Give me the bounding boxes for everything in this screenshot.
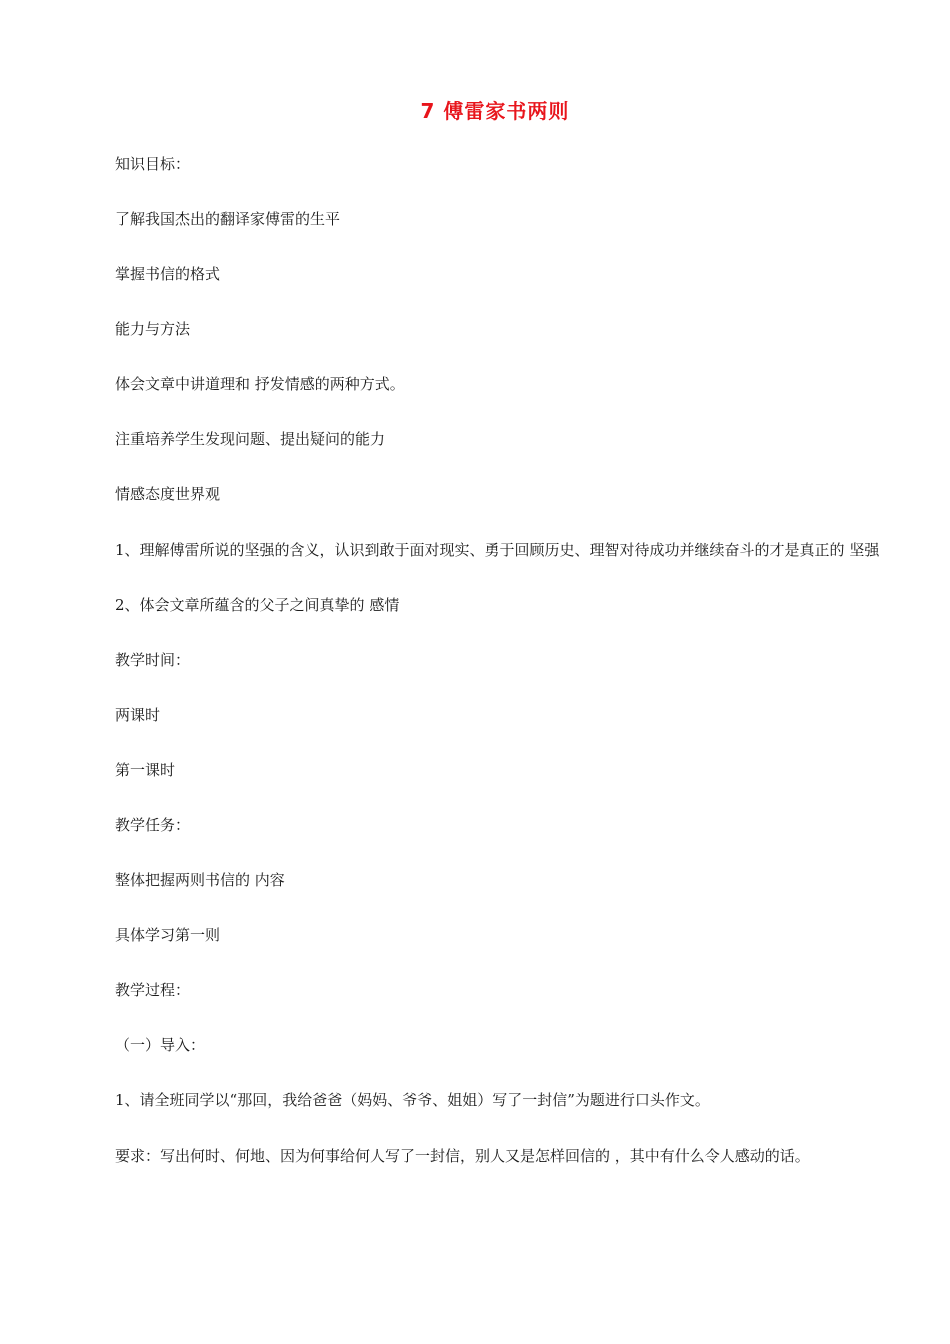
paragraph: 能力与方法 xyxy=(115,320,191,338)
paragraph: 了解我国杰出的翻译家傅雷的生平 xyxy=(115,210,341,228)
paragraph: 掌握书信的格式 xyxy=(115,265,221,283)
paragraph: 第一课时 xyxy=(115,761,176,779)
document-body xyxy=(115,152,885,1199)
document-title: 7 傅雷家书两则 xyxy=(420,99,570,123)
paragraph: 1、请全班同学以“那回，我给爸爸（妈妈、爷爷、姐姐）写了一封信”为题进行口头作文。 xyxy=(115,1091,710,1109)
paragraph: 两课时 xyxy=(115,706,161,724)
paragraph: 知识目标： xyxy=(115,155,191,173)
paragraph: 要求：写出何时、何地、因为何事给何人写了一封信，别人又是怎样回信的 ，其中有什么令人感动的话。 xyxy=(115,1147,810,1165)
paragraph: 1、理解傅雷所说的坚强的含义，认识到敢于面对现实、勇于回顾历史、理智对待成功并继续奋斗的才是真正的 坚强 xyxy=(115,541,880,559)
paragraph: 教学过程： xyxy=(115,981,191,999)
paragraph: 注重培养学生发现问题、提出疑问的能力 xyxy=(115,430,386,448)
paragraph: 教学任务： xyxy=(115,816,191,834)
paragraph: 2、体会文章所蕴含的父子之间真挚的 感情 xyxy=(115,596,400,614)
paragraph: 体会文章中讲道理和 抒发情感的两种方式。 xyxy=(115,375,405,393)
paragraph: 整体把握两则书信的 内容 xyxy=(115,871,285,889)
paragraph: 教学时间： xyxy=(115,651,191,669)
paragraph: 具体学习第一则 xyxy=(115,926,221,944)
paragraph: （一）导入： xyxy=(115,1036,206,1054)
paragraph: 情感态度世界观 xyxy=(115,485,221,503)
